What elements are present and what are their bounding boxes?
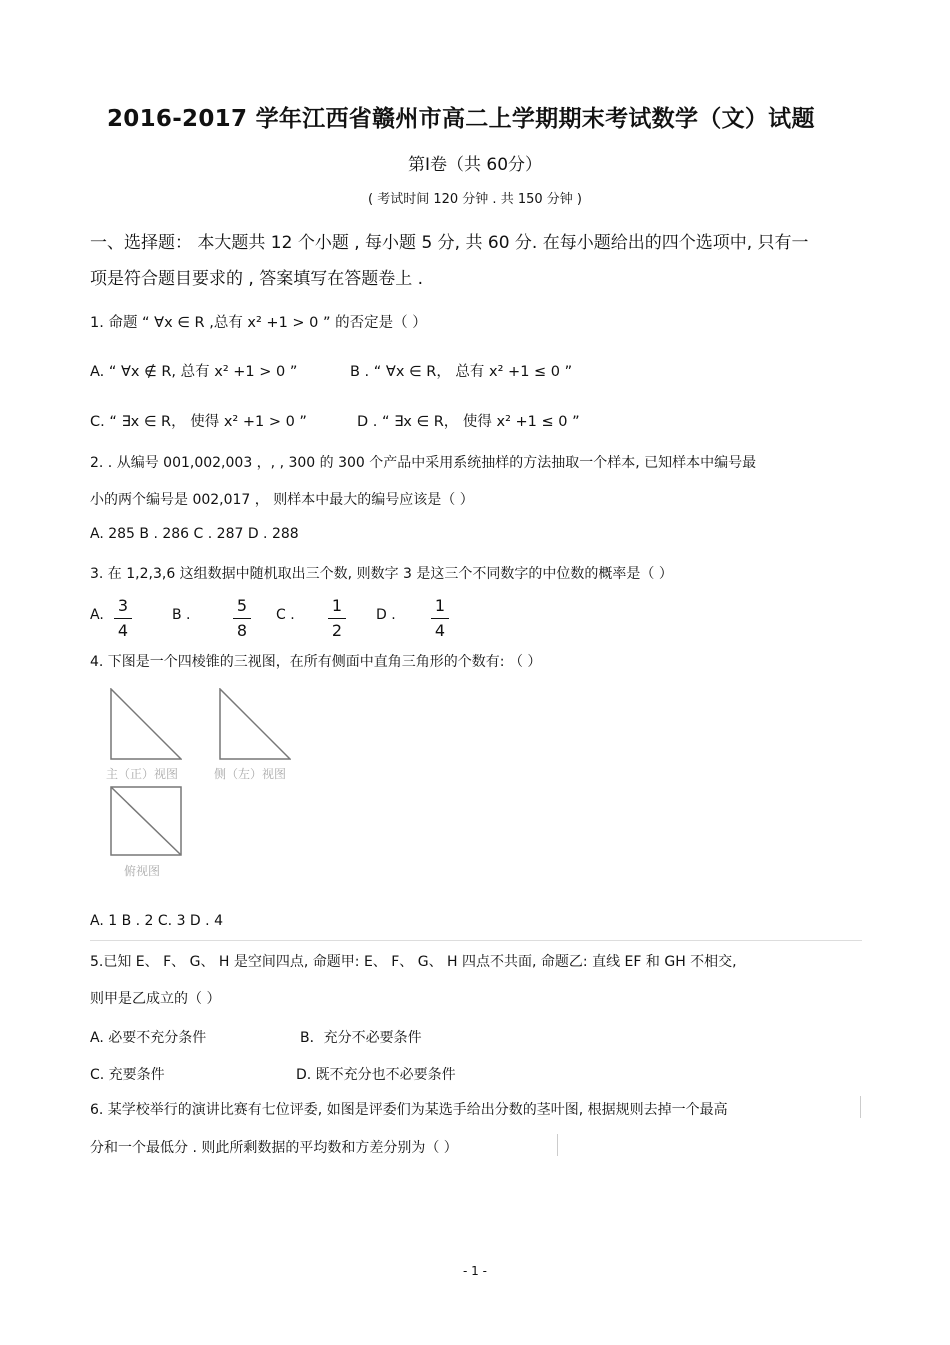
q6-stem-line1: 6. 某学校举行的演讲比赛有七位评委, 如图是评委们为某选手给出分数的茎叶图, 根据规则去掉一个最高: [90, 1102, 728, 1118]
fraction-numerator: 1: [434, 596, 446, 615]
q5-stem-line1: 5.已知 E、 F、 G、 H 是空间四点, 命题甲: E、 F、 G、 H 四点不共面, 命题乙: 直线 EF 和 GH 不相交,: [90, 954, 737, 970]
margin-line: [860, 1096, 861, 1118]
fraction-numerator: 1: [331, 596, 343, 615]
q1-option-d: D . “ ∃x ∈ R， 使得 x² +1 ≤ 0 ”: [357, 414, 580, 430]
q3-option-d-fraction: [430, 596, 450, 641]
side-view-figure: [219, 688, 291, 760]
front-view-label: 主（正）视图: [106, 767, 179, 781]
q2-stem-line2: 小的两个编号是 002,017 ， 则样本中最大的编号应该是（ ）: [90, 492, 474, 508]
fraction-denominator: 8: [236, 621, 248, 640]
q5-option-c: C. 充要条件: [90, 1067, 165, 1083]
fraction-bar: [431, 618, 449, 619]
q3-option-b-label: B .: [172, 607, 191, 623]
q3-option-a-fraction: [113, 596, 133, 641]
section-instructions-line1: 一、选择题： 本大题共 12 个小题 , 每小题 5 分, 共 60 分. 在每小题给出的四个选项中, 只有一: [90, 233, 809, 253]
q1-option-b: B . “ ∀x ∈ R， 总有 x² +1 ≤ 0 ”: [350, 364, 573, 380]
q1-option-a: A. “ ∀x ∉ R, 总有 x² +1 > 0 ”: [90, 364, 298, 380]
q1-stem: 1. 命题 “ ∀x ∈ R ,总有 x² +1 > 0 ” 的否定是（ ）: [90, 315, 427, 331]
divider-line: [90, 940, 862, 941]
section-instructions-line2: 项是符合题目要求的 , 答案填写在答题卷上 .: [90, 269, 424, 289]
q2-stem-line1: 2. . 从编号 001,002,003 ，, , 300 的 300 个产品中采用系统抽样的方法抽取一个样本, 已知样本中编号最: [90, 455, 757, 471]
fraction-bar: [233, 618, 251, 619]
exam-info: ( 考试时间 120 分钟 . 共 150 分钟 ): [368, 192, 582, 207]
q5-option-a: A. 必要不充分条件: [90, 1030, 207, 1046]
front-view-figure: [110, 688, 182, 760]
q5-option-b: B．充分不必要条件: [300, 1030, 422, 1046]
q5-option-d: D. 既不充分也不必要条件: [296, 1067, 456, 1083]
q5-stem-line2: 则甲是乙成立的（ ）: [90, 991, 221, 1007]
fraction-denominator: 2: [331, 621, 343, 640]
fraction-denominator: 4: [434, 621, 446, 640]
q3-option-b-fraction: [232, 596, 252, 641]
top-view-figure: [110, 786, 182, 856]
margin-line: [557, 1134, 558, 1156]
part-heading: 第Ⅰ卷（共 60分）: [407, 155, 543, 175]
q1-option-c: C. “ ∃x ∈ R， 使得 x² +1 > 0 ”: [90, 414, 307, 430]
q3-stem: 3. 在 1,2,3,6 这组数据中随机取出三个数, 则数字 3 是这三个不同数字的中位数的概率是（ ）: [90, 566, 673, 582]
side-view-label: 侧（左）视图: [214, 767, 287, 781]
q3-option-a-label: A.: [90, 607, 104, 623]
fraction-numerator: 5: [236, 596, 248, 615]
q2-options: A. 285 B . 286 C . 287 D . 288: [90, 526, 299, 542]
q3-option-c-fraction: [327, 596, 347, 641]
q3-option-d-label: D .: [376, 607, 396, 623]
q3-option-c-label: C .: [276, 607, 295, 623]
page-number: - 1 -: [463, 1264, 487, 1278]
q4-options: A. 1 B . 2 C. 3 D . 4: [90, 913, 223, 929]
top-view-label: 俯视图: [124, 864, 161, 878]
q6-stem-line2: 分和一个最低分 . 则此所剩数据的平均数和方差分别为（ ）: [90, 1140, 458, 1156]
document-title: 2016-2017 学年江西省赣州市高二上学期期末考试数学（文）试题: [107, 106, 815, 132]
fraction-bar: [114, 618, 132, 619]
fraction-denominator: 4: [117, 621, 129, 640]
fraction-numerator: 3: [117, 596, 129, 615]
fraction-bar: [328, 618, 346, 619]
q4-stem: 4. 下图是一个四棱锥的三视图，在所有侧面中直角三角形的个数有: （ ）: [90, 654, 542, 670]
